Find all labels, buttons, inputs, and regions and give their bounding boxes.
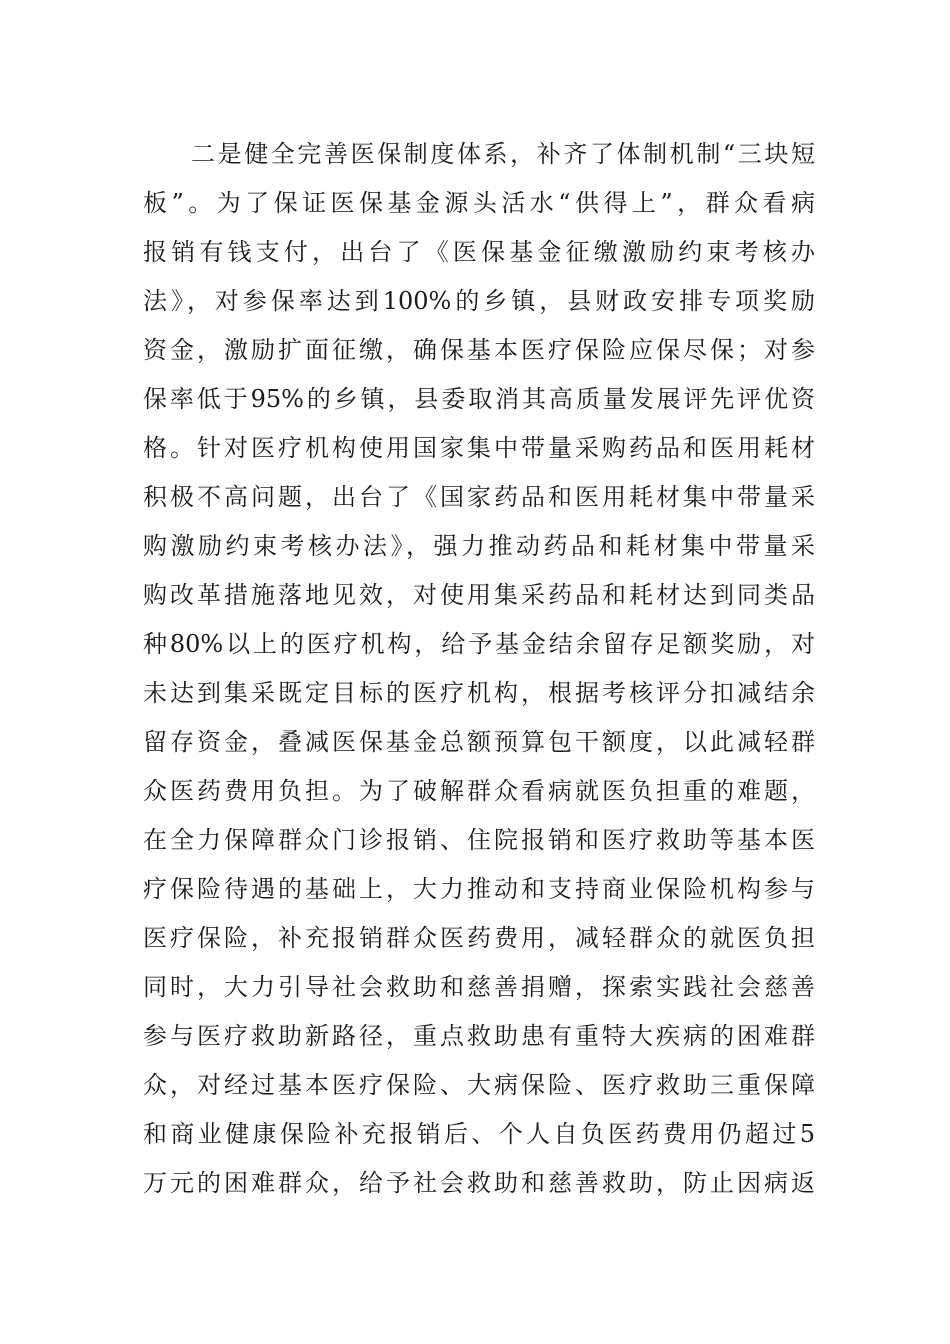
paragraph-line: 格。针对医疗机构使用国家集中带量采购药品和医用耗材 <box>143 434 815 462</box>
paragraph-line: 参与医疗救助新路径，重点救助患有重特大疾病的困难群 <box>143 1022 815 1050</box>
paragraph-line: 种80%以上的医疗机构，给予基金结余留存足额奖励，对 <box>143 630 815 658</box>
paragraph-line: 医疗保险，补充报销群众医药费用，减轻群众的就医负担 <box>143 924 815 952</box>
paragraph-line: 和商业健康保险补充报销后、个人自负医药费用仍超过5 <box>143 1120 815 1148</box>
paragraph-line: 资金，激励扩面征缴，确保基本医疗保险应保尽保；对参 <box>143 336 815 364</box>
paragraph-line: 在全力保障群众门诊报销、住院报销和医疗救助等基本医 <box>143 826 815 854</box>
paragraph-line: 众，对经过基本医疗保险、大病保险、医疗救助三重保障 <box>143 1071 815 1099</box>
paragraph-line: 积极不高问题，出台了《国家药品和医用耗材集中带量采 <box>143 483 815 511</box>
paragraph-line: 万元的困难群众，给予社会救助和慈善救助，防止因病返 <box>143 1169 815 1197</box>
paragraph-line: 二是健全完善医保制度体系，补齐了体制机制“三块短 <box>191 140 815 168</box>
paragraph-line: 报销有钱支付，出台了《医保基金征缴激励约束考核办 <box>143 238 815 266</box>
paragraph-line: 购改革措施落地见效，对使用集采药品和耗材达到同类品 <box>143 581 815 609</box>
paragraph-line: 同时，大力引导社会救助和慈善捐赠，探索实践社会慈善 <box>143 973 815 1001</box>
paragraph-line: 保率低于95%的乡镇，县委取消其高质量发展评先评优资 <box>143 385 815 413</box>
paragraph-line: 疗保险待遇的基础上，大力推动和支持商业保险机构参与 <box>143 875 815 903</box>
paragraph-line: 法》，对参保率达到100%的乡镇，县财政安排专项奖励 <box>143 287 815 315</box>
paragraph-line: 板”。为了保证医保基金源头活水“供得上”，群众看病 <box>143 189 815 217</box>
paragraph-line: 众医药费用负担。为了破解群众看病就医负担重的难题， <box>143 777 815 805</box>
paragraph-line: 留存资金，叠减医保基金总额预算包干额度，以此减轻群 <box>143 728 815 756</box>
body-paragraph <box>143 130 815 1208</box>
paragraph-line: 购激励约束考核办法》，强力推动药品和耗材集中带量采 <box>143 532 815 560</box>
paragraph-line: 未达到集采既定目标的医疗机构，根据考核评分扣减结余 <box>143 679 815 707</box>
